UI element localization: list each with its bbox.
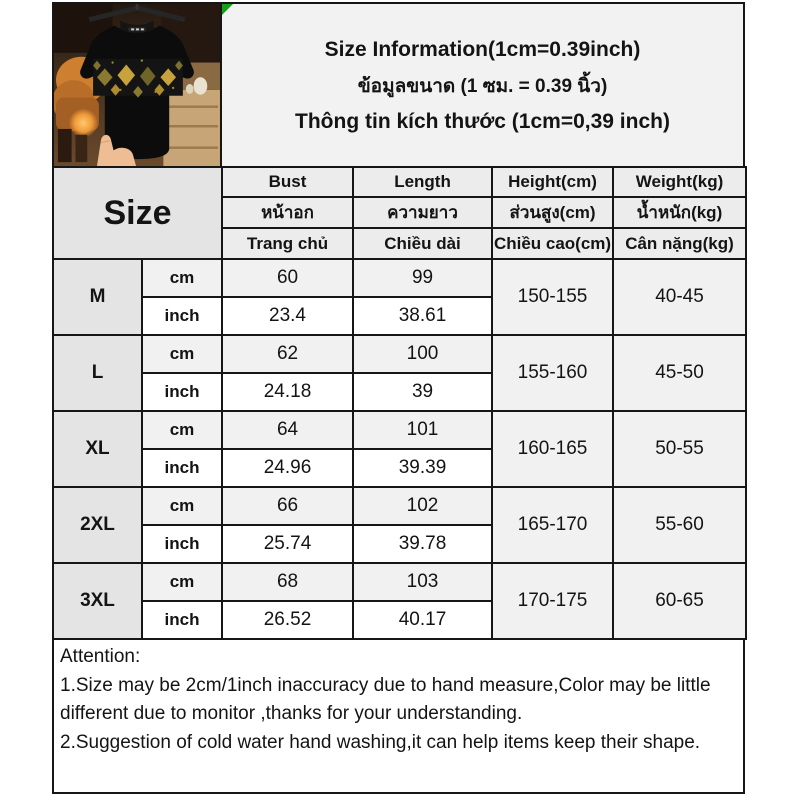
size-label-xl: XL xyxy=(53,411,142,487)
header-length-en: Length xyxy=(353,167,492,197)
unit-label: inch xyxy=(142,525,222,563)
attention-line-1: 1.Size may be 2cm/1inch inaccuracy due to hand measure,Color may be little different due to monitor ,thanks for your understanding. xyxy=(60,674,711,724)
weight-range: 55-60 xyxy=(613,487,746,563)
title-thai: ข้อมูลขนาด (1 ซม. = 0.39 นิ้ว) xyxy=(357,76,608,97)
height-range: 165-170 xyxy=(492,487,613,563)
weight-range: 40-45 xyxy=(613,259,746,335)
title-english: Size Information(1cm=0.39inch) xyxy=(324,38,641,61)
size-label-m: M xyxy=(53,259,142,335)
header-height-en: Height(cm) xyxy=(492,167,613,197)
header-weight-th: น้ำหนัก(kg) xyxy=(613,197,746,228)
header-weight-en: Weight(kg) xyxy=(613,167,746,197)
height-range: 155-160 xyxy=(492,335,613,411)
product-photo xyxy=(52,2,222,168)
header-height-vi: Chiều cao(cm) xyxy=(492,228,613,259)
length-inch-value: 38.61 xyxy=(353,297,492,335)
bust-cm-value: 66 xyxy=(222,487,353,525)
size-label-2xl: 2XL xyxy=(53,487,142,563)
bust-cm-value: 68 xyxy=(222,563,353,601)
height-range: 160-165 xyxy=(492,411,613,487)
header-weight-vi: Cân nặng(kg) xyxy=(613,228,746,259)
table-row xyxy=(53,259,746,297)
length-inch-value: 39.78 xyxy=(353,525,492,563)
size-info-title-cell xyxy=(220,2,745,168)
table-row xyxy=(53,487,746,525)
length-cm-value: 103 xyxy=(353,563,492,601)
unit-label: cm xyxy=(142,259,222,297)
weight-range: 60-65 xyxy=(613,563,746,639)
weight-range: 45-50 xyxy=(613,335,746,411)
tshirt-photo-illustration xyxy=(54,4,220,166)
weight-range: 50-55 xyxy=(613,411,746,487)
table-row xyxy=(53,563,746,601)
bust-inch-value: 24.96 xyxy=(222,449,353,487)
header-bust-th: หน้าอก xyxy=(222,197,353,228)
length-cm-value: 99 xyxy=(353,259,492,297)
height-range: 150-155 xyxy=(492,259,613,335)
bust-cm-value: 64 xyxy=(222,411,353,449)
size-chart-content xyxy=(52,2,745,794)
header-length-th: ความยาว xyxy=(353,197,492,228)
header-bust-vi: Trang chủ xyxy=(222,228,353,259)
header-height-th: ส่วนสูง(cm) xyxy=(492,197,613,228)
table-row xyxy=(53,335,746,373)
table-row xyxy=(53,411,746,449)
length-cm-value: 101 xyxy=(353,411,492,449)
top-block xyxy=(52,2,745,168)
unit-label: cm xyxy=(142,335,222,373)
bust-cm-value: 60 xyxy=(222,259,353,297)
cell-corner-marker xyxy=(222,4,233,15)
size-label-l: L xyxy=(53,335,142,411)
unit-label: inch xyxy=(142,373,222,411)
unit-label: cm xyxy=(142,487,222,525)
title-vietnamese: Thông tin kích thước (1cm=0,39 inch) xyxy=(295,110,670,133)
height-range: 170-175 xyxy=(492,563,613,639)
bust-inch-value: 24.18 xyxy=(222,373,353,411)
unit-label: cm xyxy=(142,563,222,601)
bust-inch-value: 26.52 xyxy=(222,601,353,639)
length-cm-value: 102 xyxy=(353,487,492,525)
size-table xyxy=(52,166,747,640)
header-bust-en: Bust xyxy=(222,167,353,197)
bust-inch-value: 25.74 xyxy=(222,525,353,563)
size-header-cell: Size xyxy=(53,167,222,259)
length-inch-value: 39 xyxy=(353,373,492,411)
length-inch-value: 39.39 xyxy=(353,449,492,487)
unit-label: inch xyxy=(142,601,222,639)
bust-inch-value: 23.4 xyxy=(222,297,353,335)
header-length-vi: Chiều dài xyxy=(353,228,492,259)
length-cm-value: 100 xyxy=(353,335,492,373)
attention-notes xyxy=(52,638,745,794)
diamond-pattern xyxy=(93,59,183,98)
unit-label: cm xyxy=(142,411,222,449)
bust-cm-value: 62 xyxy=(222,335,353,373)
size-label-3xl: 3XL xyxy=(53,563,142,639)
attention-line-2: 2.Suggestion of cold water hand washing,it can help items keep their shape. xyxy=(60,731,701,753)
unit-label: inch xyxy=(142,449,222,487)
length-inch-value: 40.17 xyxy=(353,601,492,639)
attention-heading: Attention: xyxy=(60,646,141,667)
unit-label: inch xyxy=(142,297,222,335)
